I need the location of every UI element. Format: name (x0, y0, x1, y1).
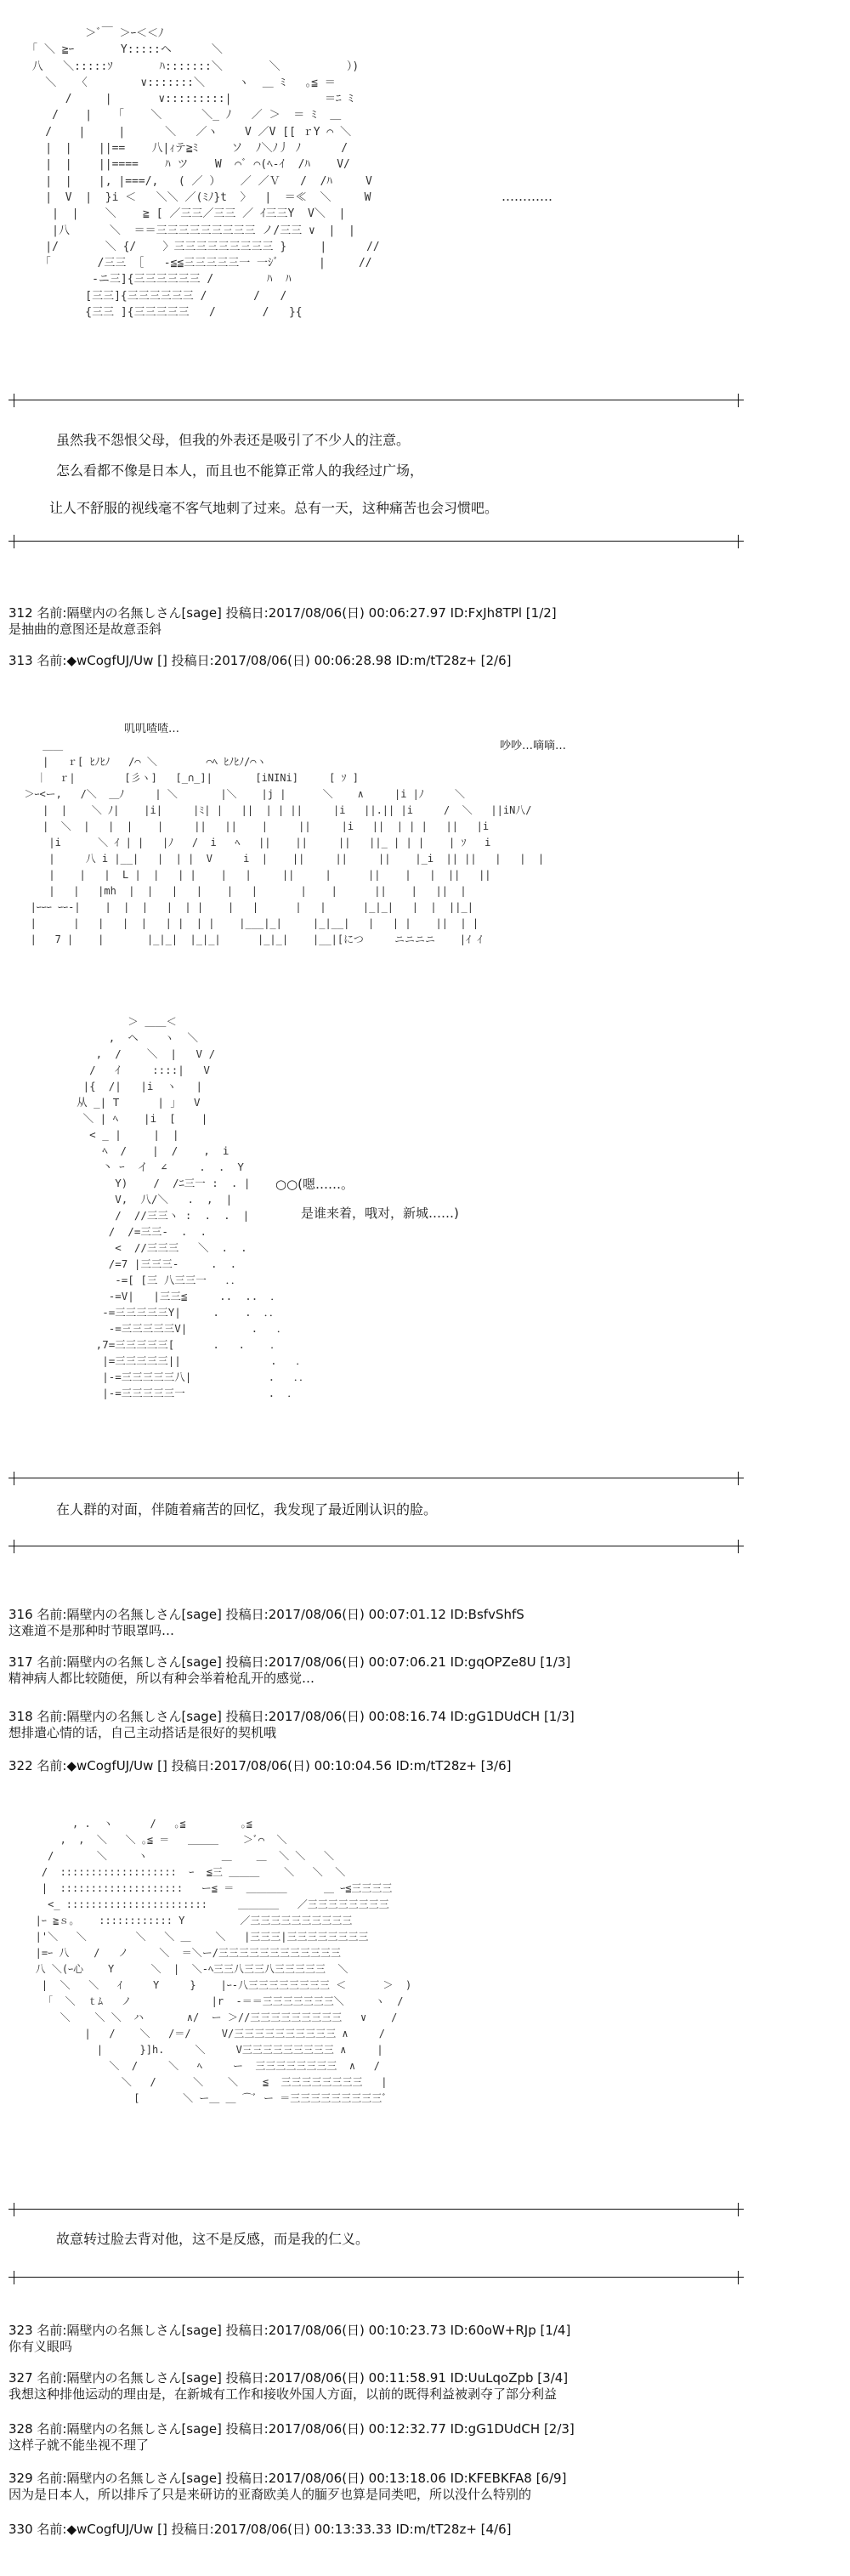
post-body: 这样子就不能坐视不理了 (8, 2437, 150, 2453)
post-body: 这难道不是那种时节眼罩吗… (8, 1623, 175, 1638)
post-header: 323 名前:隔壁内の名無しさん[sage] 投稿日:2017/08/06(日) 00:10:23.73 ID:60oW+RJp [1/4] (8, 2323, 571, 2338)
post-header: 330 名前:◆wCogfUJ/Uw [] 投稿日:2017/08/06(日) 00:13:33.33 ID:m/tT28z+ [4/6] (8, 2522, 512, 2537)
post-312 (8, 605, 557, 638)
narration-line: 在人群的对面，伴随着痛苦的回忆，我发现了最近刚认识的脸。 (56, 1501, 438, 1518)
section-divider (8, 541, 744, 542)
post-body: 想排遣心情的话，自己主动搭话是很好的契机哦 (8, 1725, 277, 1740)
post-body: 你有义眼吗 (8, 2339, 73, 2354)
post-316 (8, 1607, 524, 1639)
post-328 (8, 2421, 575, 2454)
post-323 (8, 2323, 570, 2355)
section-divider (8, 2209, 744, 2210)
narration-line: 让人不舒服的视线毫不客气地刺了过来。总有一天，这种痛苦也会习惯吧。 (49, 500, 499, 516)
ascii-art-scene-1: ＞ﾞ￣ ＞ｰ＜＜ﾉ ｢ ＼ ≧ｰ Y:::::ヘ ＼ 八 ＼:::::ｿ ﾊ:::::::＼ ＼ ）) ＼ 〈 ∨:::::::＼ ヽ ＿ ﾐ ｡≦ ＝ / | ∨:::::::::| ＝ﾆ ﾐ / | ｢ ＼ ＼_ ﾉ ／ ＞ ＝ ﾐ ＿ / | | ＼ ／ヽ V ／V [[ ｒY ⌒ ＼ | | ||== 八|ｨテ≧ﾐ ソ ﾉ＼ﾉ丿 ﾉ / | | ||==== ﾊ ツ W ⌒ﾞ ⌒(ﾍ-ｲ /ﾊ V/ | | |, |===/, ( ／ ） ／ ／Ｖ / /ﾊ V | V | }i ＜ ＼＼ ／(ﾐﾉ}t 〉 | ＝≪ ＼ W | | ＼ ≧ [ ／三三／三三 ／ ｲ三三Y V＼ | |八 ＼ ＝＝三三三三三三三三三 ノ/三三 ∨ | | |/ ＼ {/ 〉三三三三三三三三三 } | // ｢ /三三 ［ -≦≦三三三三三一 一ｼﾞ | // -ニ三]{三三三三三三 / ﾊ ﾊ [三三]{三三三三三三 / / / {三三 ]{三三三三三 / / }{ (31, 27, 380, 320)
post-327 (8, 2370, 568, 2403)
post-header: 329 名前:隔壁内の名無しさん[sage] 投稿日:2017/08/06(日) 00:13:18.06 ID:KFEBKFA8 [6/9] (8, 2471, 567, 2486)
narration-line: 怎么看都不像是日本人，而且也不能算正常人的我经过广场， (56, 462, 424, 479)
narration-line: 故意转过脸去背对他，这不是反感，而是我的仁义。 (56, 2231, 370, 2247)
post-header: 316 名前:隔壁内の名無しさん[sage] 投稿日:2017/08/06(日) 00:07:01.12 ID:BsfvShfS (8, 1607, 524, 1622)
post-body: 精神病人都比较随便，所以有种会举着枪乱开的感觉… (8, 1671, 315, 1686)
post-header: 327 名前:隔壁内の名無しさん[sage] 投稿日:2017/08/06(日) 00:11:58.91 ID:UuLqoZpb [3/4] (8, 2370, 569, 2386)
post-body: 是抽曲的意图还是故意歪斜 (8, 621, 162, 637)
post-body: 因为是日本人，所以排斥了只是来研访的亚裔欧美人的腼歹也算是同类吧，所以没什么特别的 (8, 2487, 532, 2502)
ascii-art-crowd: ＿＿ | ｒ[ ﾋﾉﾋﾉ /⌒ ＼ ⌒ﾍ ﾋﾉﾋﾉ/⌒ヽ ｜ ｒ| [彡ヽ] [_∩_]| [iNINi] [ ｿ ] ＞ｰ<ー, /＼ ＿ﾉ | ＼ |＼ |j | ＼ ∧ |i |ﾉ ＼ | | ＼ ﾉ| |i| |ﾐ| | || | | || |i ||.|| |i / ＼ ||iN八/ | ＼ | | | | || || | || |i || | | | || |i |i ＼ ｲ | | |ﾉ / i ﾍ || || || ||_ | | | | ｿ i | 八 i |__| | | | V i | || || || |_i || || | | | | | | L | | | | | | || | || | | || || | | |mh | | | | | | | | || | || | |ｰｰｰ ｰｰ-| | | | | | | | | | | |_|_| | | ||_| | | | | | | | | | |___|_| |_|__| | | | || | | | 7 | | |_|_| |_|_| |_|_| |__|[につ ニニニニ |ｲ ｲ (24, 740, 545, 945)
thought-voice: ○○(嗯……。 (275, 1177, 354, 1192)
post-318 (8, 1709, 575, 1741)
thought-ellipsis: ………… (502, 189, 552, 204)
post-header: 322 名前:◆wCogfUJ/Uw [] 投稿日:2017/08/06(日) 00:10:04.56 ID:m/tT28z+ [3/6] (8, 1758, 512, 1773)
post-322 (8, 1758, 512, 1774)
post-header: 312 名前:隔壁内の名無しさん[sage] 投稿日:2017/08/06(日) 00:06:27.97 ID:FxJh8TPl [1/2] (8, 605, 557, 621)
post-330 (8, 2522, 512, 2538)
post-header: 317 名前:隔壁内の名無しさん[sage] 投稿日:2017/08/06(日) 00:07:06.21 ID:gqOPZe8U [1/3] (8, 1654, 571, 1670)
post-317 (8, 1654, 570, 1687)
crowd-whisper-right: 吵吵…嘀嘀… (500, 740, 567, 752)
narration-line: 虽然我不怨恨父母，但我的外表还是吸引了不少人的注意。 (56, 432, 411, 448)
post-header: 328 名前:隔壁内の名無しさん[sage] 投稿日:2017/08/06(日) 00:12:32.77 ID:gG1DUdCH [2/3] (8, 2421, 575, 2437)
post-body: 我想这种排他运动的理由是，在新城有工作和接收外国人方面，以前的既得利益被剥夺了部分利益 (8, 2386, 558, 2402)
post-313 (8, 653, 512, 669)
crowd-whisper-left: 叽叽喳喳… (124, 723, 180, 735)
post-header: 313 名前:◆wCogfUJ/Uw [] 投稿日:2017/08/06(日) 00:06:28.98 ID:m/tT28z+ [2/6] (8, 653, 512, 668)
post-329 (8, 2471, 566, 2503)
post-header: 318 名前:隔壁内の名無しさん[sage] 投稿日:2017/08/06(日) 00:08:16.74 ID:gG1DUdCH [1/3] (8, 1709, 575, 1724)
thought-line: 是谁来着，哦对，新城……) (301, 1206, 459, 1221)
ascii-art-scene-4: , . ヽ / ｡≦ ｡≦ , , ＼ ＼ ｡≦ ＝ ＿＿＿ ＞ﾞ⌒ ＼ / ＼ ヽ ＿ ＿ ＼ ＼ ＼ / ::::::::::::::::::: ｰ ≦三 ＿＿＿ ＼ ＼ ＼ | :::::::::::::::::::: ー≦ ＝ ＿＿＿＿ ＿ ｰ≦三三三三 <_ ::::::::::::::::::::::: ＿＿＿＿ ／三三三三三三三三 |ｰ ≧ｓ｡ :::::::::::: Y ／三三三三三三三三三三 |'＼ ＼ ＼ ＼ ＿ ＼ |三三三|三三三三三三三三 |=ｰ 八 / ノ ＼ ＝＼ー/三三三三三三三三三三三三 八 ＼(ｰ心 Y ＼ | ＼-ﾍ三三八三三八三三三三三 ＼ | ＼ ＼ ｲ Y } |ｰ-八三三三三三三三三 ＜ ＞ ) ｢ ＼ ｔﾑ ノ |r -＝＝三三三三三三三＼ ヽ / ＼ ＼ ＼ ハ ∧/ ー ＞//三三三三三三三三三 ∨ / | / ＼ /＝/ V/三三三三三三三三三三 ∧ / | }]h. ＼ V三三三三三三三三三 ∧ | ＼ / ＼ ﾍ ー 三三三三三三三三 ∧ / ＼ / ＼ ＼ ≦ 三三三三三三三三 | [ ＼ ー＿ ＿ ⌒ﾞ ー ＝三三三三三三三三三ﾞ (35, 1818, 412, 2104)
section-divider (8, 2277, 744, 2278)
ascii-art-character: ＞ ＿＿＜ , ヘ ヽ ＼ , / ＼ | V / / ｲ ::::| V |{ /| |i ヽ | 从 _| T | 」 V ＼ | ﾍ |i [ | < _ | | | ﾍ / | / , i 丶 ｰ イ ∠ . . Y Y) / /ﾆ三一 : . | V, 八/＼ . , | / //三三ヽ : . . | / /=三三- . . < //三三三 ＼ . . /=7 |三三三- . . -=[ [三 八三三一 ．． -=V| |三三≦ .. .. ． -=三三三三三Y| . . ．． -=三三三三三V| . ． ,7=三三三三三[ . . ． |=三三三三三|| . ． |-=三三三三三八| . ．． |-=三三三三三一 . ． (76, 1015, 310, 1399)
